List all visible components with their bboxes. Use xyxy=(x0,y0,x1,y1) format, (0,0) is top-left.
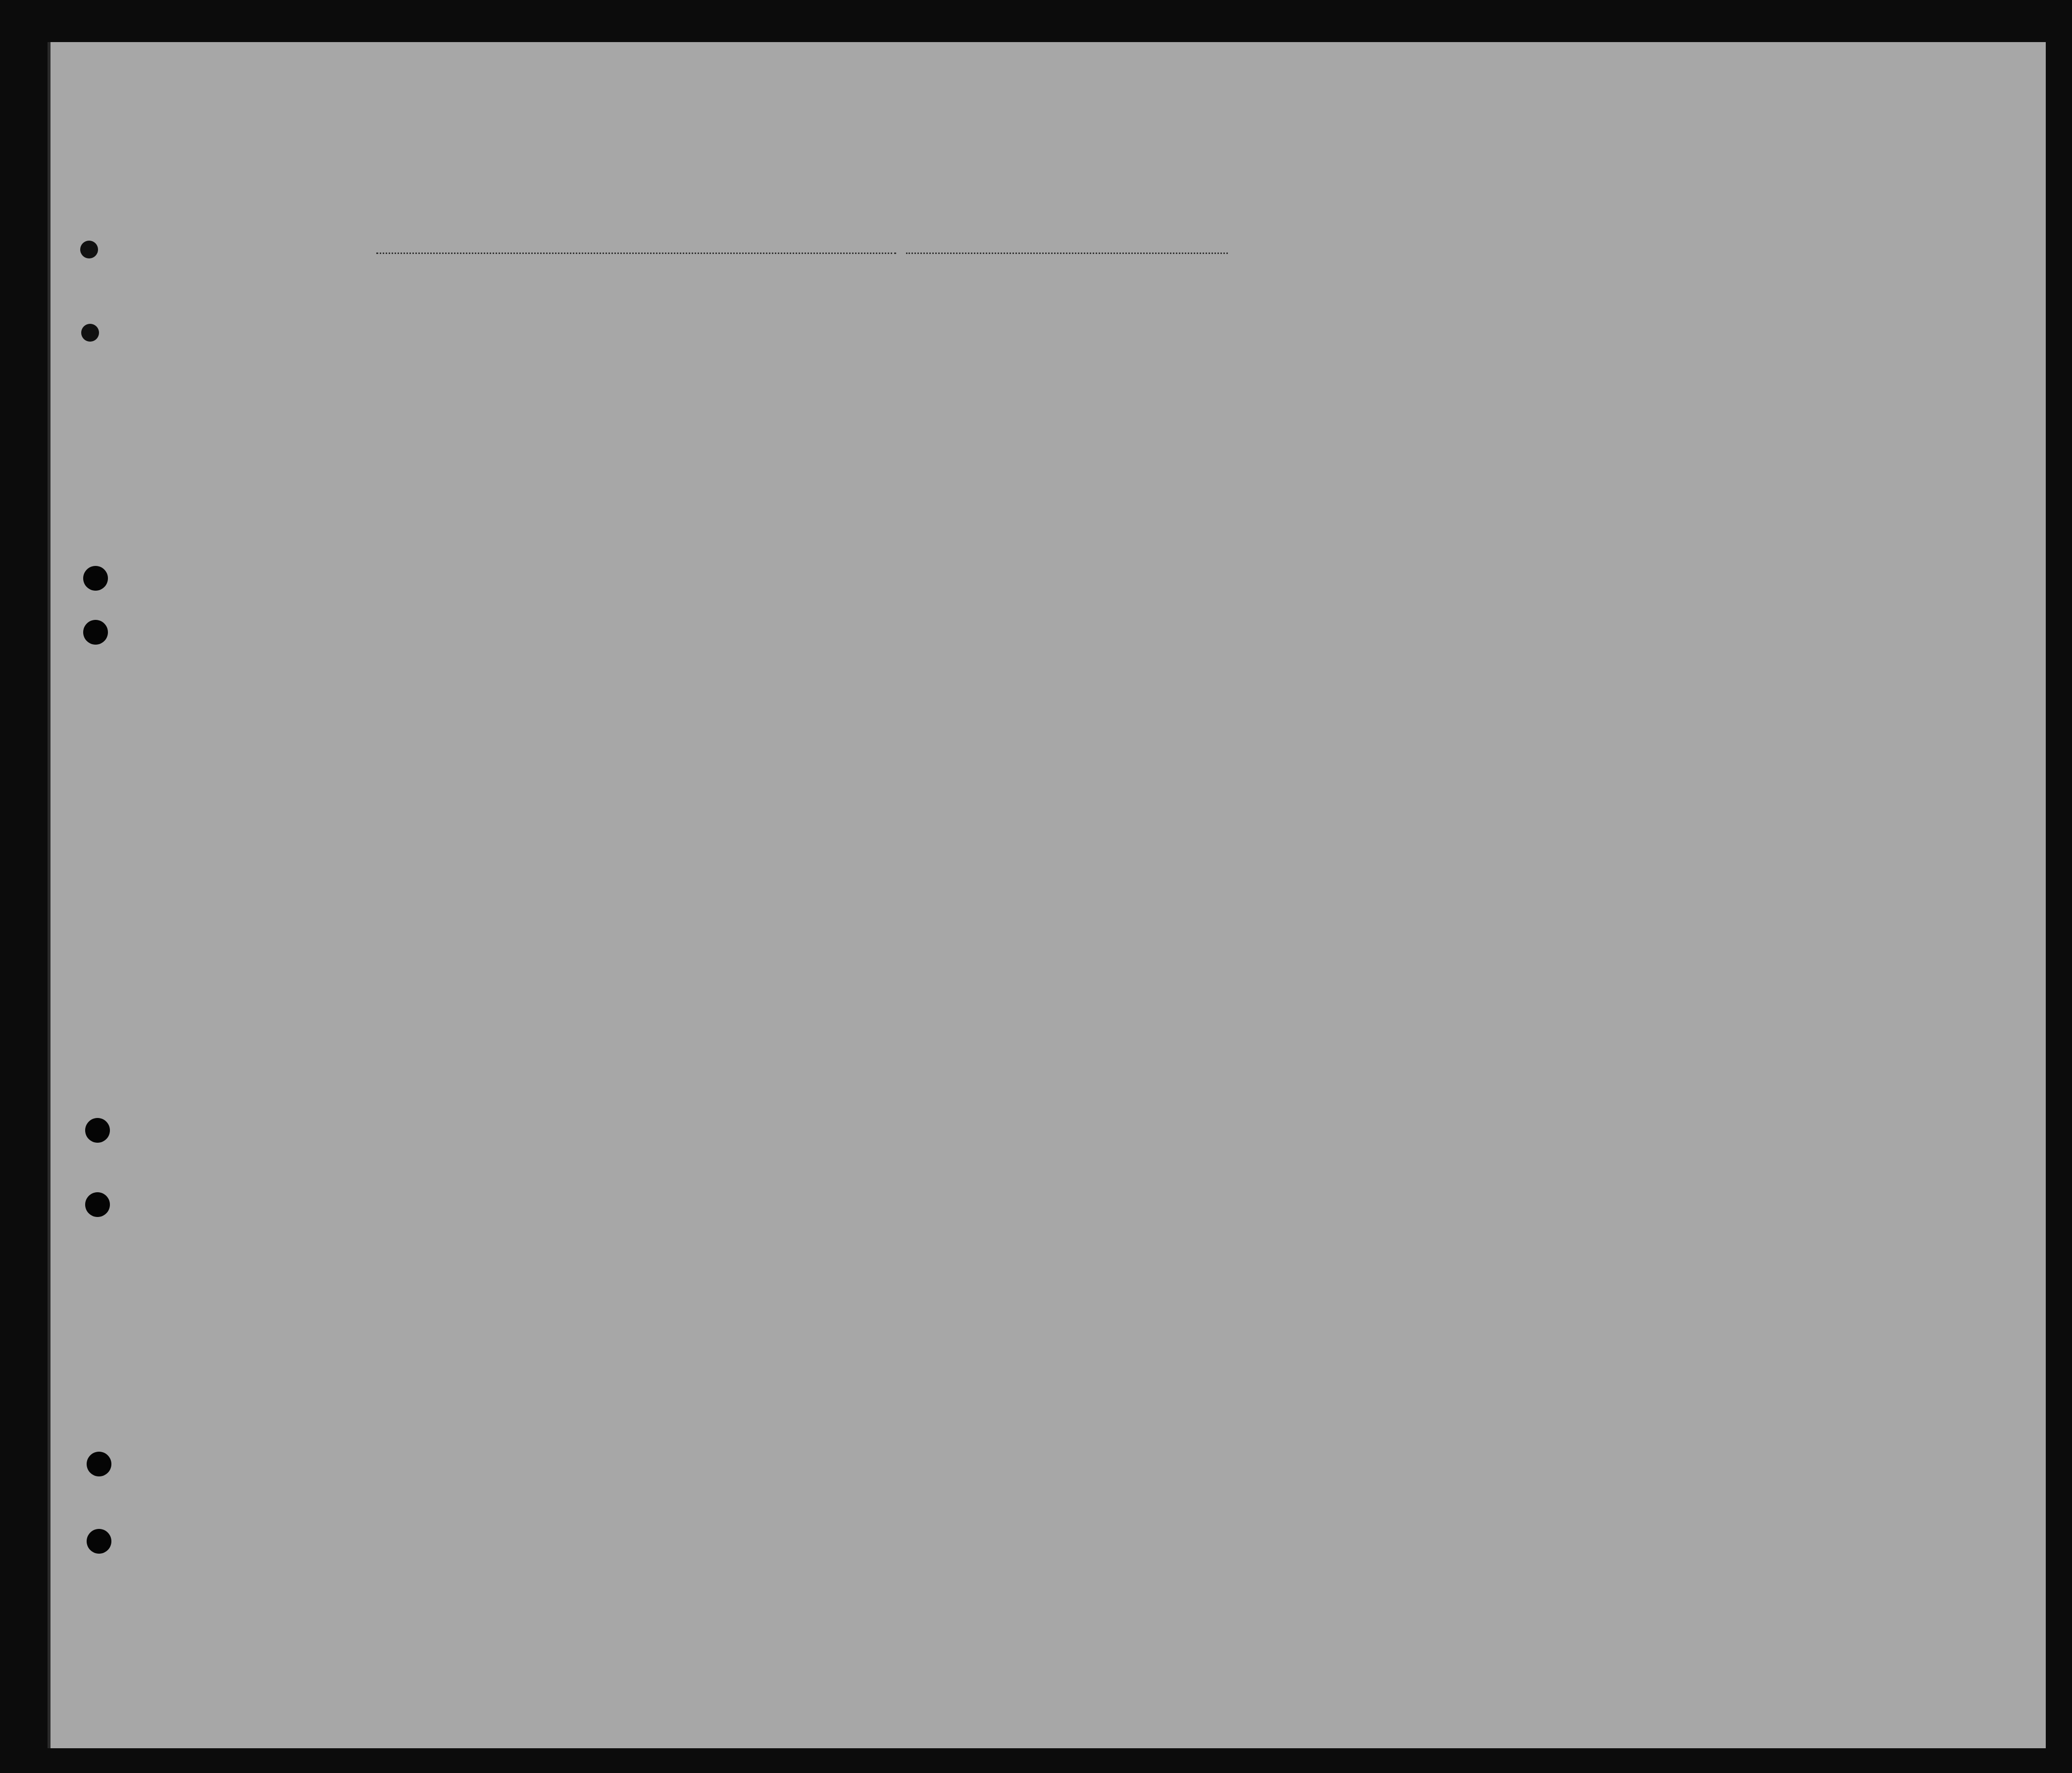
binder-hole xyxy=(87,1452,111,1476)
binder-hole xyxy=(81,324,99,342)
binder-hole xyxy=(83,566,108,591)
binder-hole xyxy=(83,620,108,645)
manifest-sheet xyxy=(48,42,2046,1748)
binder-hole xyxy=(87,1529,111,1554)
port-dotted-line xyxy=(376,253,896,254)
binder-hole xyxy=(85,1118,110,1143)
binder-hole xyxy=(85,1192,110,1217)
date-dotted-line xyxy=(906,253,1228,254)
binder-hole xyxy=(80,241,98,258)
